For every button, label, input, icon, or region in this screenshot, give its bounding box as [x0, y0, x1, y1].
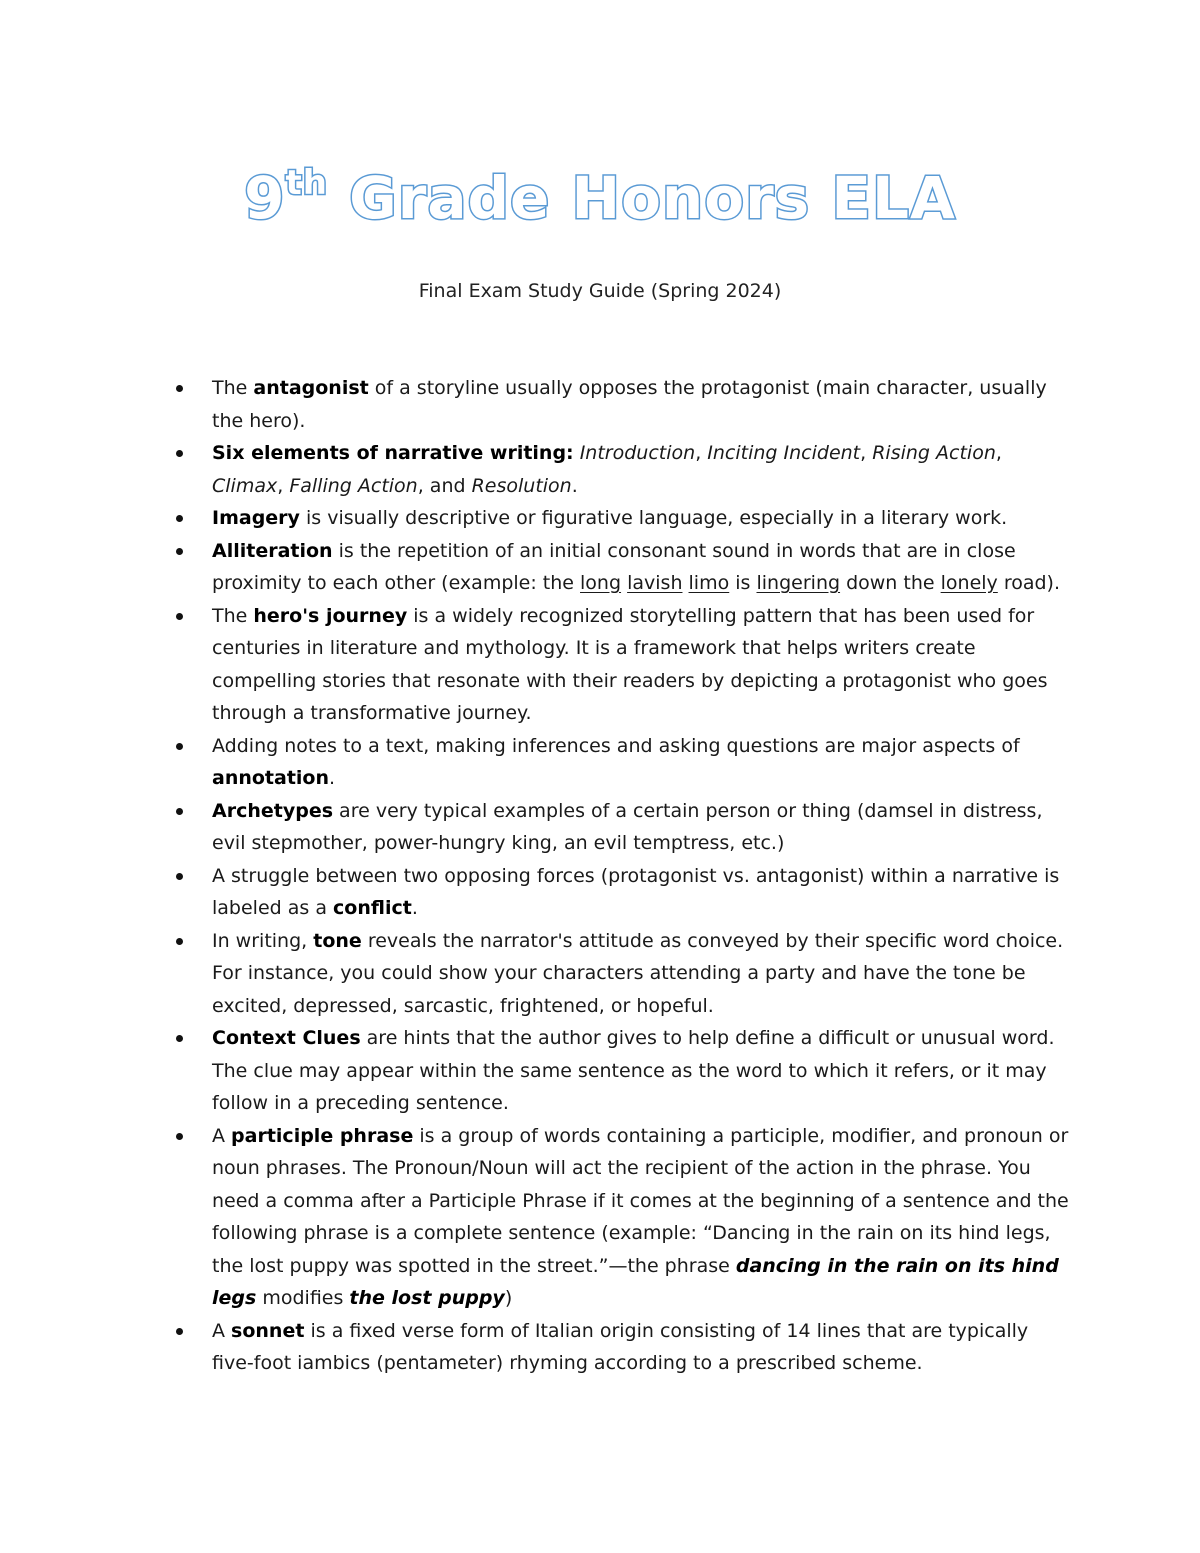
- term-annotation: annotation: [212, 767, 330, 789]
- list-item-heros-journey: The hero's journey is a widely recognized storytelling pattern that has been used for centuries in literature and mythology. It is a framework that helps writers create compelling stories that resonate with their readers by depicting a protagonist who goes through a transformative journey.: [212, 600, 1072, 730]
- list-item-archetypes: Archetypes are very typical examples of a certain person or thing (damsel in distress, evil stepmother, power-hungry king, an evil temptress, etc.): [212, 795, 1072, 860]
- element-climax: Climax: [212, 474, 278, 497]
- list-item-sonnet: A sonnet is a fixed verse form of Italian origin consisting of 14 lines that are typically five-foot iambics (pentameter) rhyming according to a prescribed scheme.: [212, 1315, 1072, 1380]
- list-item-context-clues: Context Clues are hints that the author gives to help define a difficult or unusual word. The clue may appear within the same sentence as the word to which it refers, or it may follow in a preceding sentence.: [212, 1022, 1072, 1120]
- list-item-imagery: Imagery is visually descriptive or figurative language, especially in a literary work.: [212, 502, 1072, 535]
- list-item-conflict: A struggle between two opposing forces (protagonist vs. antagonist) within a narrative is labeled as a conflict.: [212, 860, 1072, 925]
- term-sonnet: sonnet: [231, 1319, 305, 1342]
- term-conflict: conflict: [333, 897, 412, 919]
- element-rising-action: Rising Action: [872, 442, 996, 464]
- list-item-annotation: Adding notes to a text, making inferences and asking questions are major aspects of annotation.: [212, 730, 1072, 795]
- document-title: [0, 158, 1200, 238]
- title-grade-number: 9: [244, 164, 286, 232]
- term-archetypes: Archetypes: [212, 799, 334, 822]
- example-word: lavish: [627, 572, 683, 594]
- term-imagery: Imagery: [212, 507, 300, 529]
- term-tone: tone: [313, 929, 362, 952]
- term-participle-phrase: participle phrase: [231, 1124, 414, 1147]
- example-word: long: [580, 572, 622, 594]
- list-item-narrative-elements: Six elements of narrative writing: Introduction, Inciting Incident, Rising Action, Climax, Falling Action, and Resolution.: [212, 437, 1072, 502]
- term-alliteration: Alliteration: [212, 539, 333, 562]
- element-falling-action: Falling Action: [289, 474, 418, 497]
- term-context-clues: Context Clues: [212, 1027, 361, 1049]
- list-item-tone: In writing, tone reveals the narrator's attitude as conveyed by their specific word choice. For instance, you could show your characters attending a party and have the tone be excited, depressed, sarcastic, frightened, or hopeful.: [212, 925, 1072, 1023]
- study-guide-list: [212, 372, 1072, 1380]
- title-course: Grade Honors ELA: [327, 164, 956, 232]
- list-item-alliteration: Alliteration is the repetition of an initial consonant sound in words that are in close proximity to each other (example: the long lavish limo is lingering down the lonely road).: [212, 535, 1072, 600]
- example-phrase: dancing in the rain on its hind legs: [212, 1254, 1059, 1309]
- title-grade-suffix: th: [285, 163, 328, 203]
- document-subtitle: Final Exam Study Guide (Spring 2024): [418, 280, 782, 302]
- example-subject: the lost puppy: [349, 1287, 505, 1309]
- list-item-participle-phrase: A participle phrase is a group of words containing a participle, modifier, and pronoun or noun phrases. The Pronoun/Noun will act the recipient of the action in the phrase. You need a comma after a Participle Phrase if it comes at the beginning of a sentence and the following phrase is a complete sentence (example: “Dancing in the rain on its hind legs, the lost puppy was spotted in the street.”—the phrase dancing in the rain on its hind legs modifies the lost puppy): [212, 1120, 1072, 1315]
- example-word: limo: [688, 572, 730, 594]
- example-word: lonely: [940, 572, 998, 594]
- term-antagonist: antagonist: [253, 377, 369, 399]
- list-item-antagonist: The antagonist of a storyline usually opposes the protagonist (main character, usually the hero).: [212, 372, 1072, 437]
- element-resolution: Resolution: [471, 474, 572, 497]
- example-word: lingering: [756, 572, 841, 594]
- term-narrative-elements: Six elements of narrative writing:: [212, 442, 574, 464]
- element-inciting-incident: Inciting Incident: [707, 442, 861, 464]
- element-introduction: Introduction: [579, 442, 696, 464]
- term-heros-journey: hero's journey: [253, 604, 408, 627]
